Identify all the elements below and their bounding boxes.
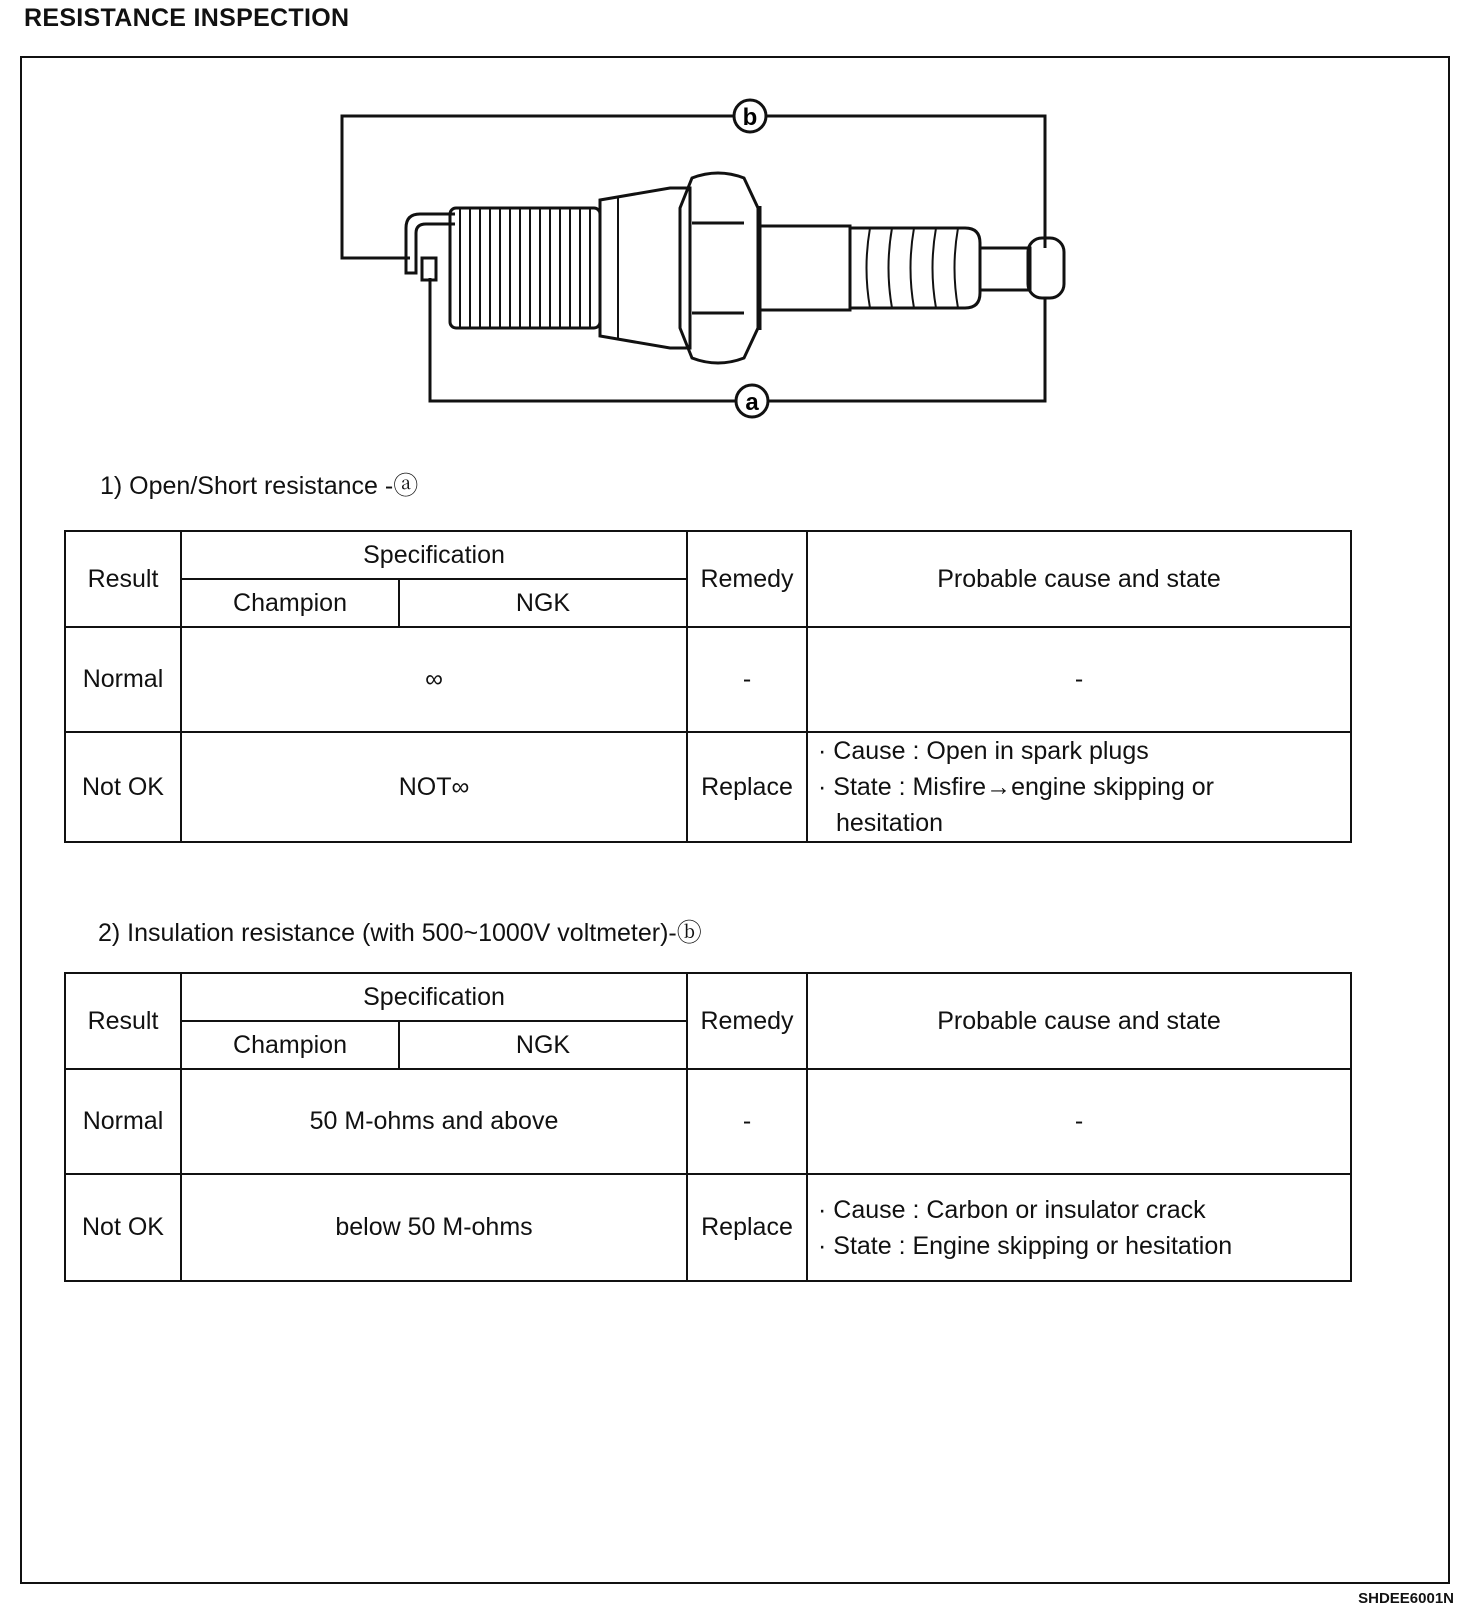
row-remedy: - <box>687 627 807 732</box>
hex-nut <box>680 173 758 363</box>
header-specification: Specification <box>181 973 687 1021</box>
center-electrode <box>422 258 436 280</box>
table-row <box>65 1174 1351 1281</box>
row-result: Not OK <box>65 1174 181 1281</box>
row-remedy: Replace <box>687 1174 807 1281</box>
label-b: b <box>742 104 758 131</box>
cause-line: · Cause : Open in spark plugs <box>818 737 1149 765</box>
section2-title: 2) Insulation resistance (with 500~1000V voltmeter)-ⓑ <box>98 919 702 947</box>
row-remedy: - <box>687 1069 807 1174</box>
wire-a <box>430 278 1045 401</box>
header-result: Result <box>65 973 181 1069</box>
label-a: a <box>745 389 759 416</box>
wire-b <box>342 116 1045 258</box>
terminal-post <box>980 248 1030 290</box>
row-remedy: Replace <box>687 732 807 842</box>
insulator-neck <box>760 226 850 310</box>
insulation-table <box>64 972 1352 1282</box>
table-row <box>65 627 1351 732</box>
label-b-marker <box>734 100 766 132</box>
cause-line: · State : Engine skipping or hesitation <box>818 1231 1233 1260</box>
ribbed-insulator <box>850 228 980 308</box>
row-result: Not OK <box>65 732 181 842</box>
row-cause: - <box>807 1069 1351 1174</box>
table-row <box>65 1069 1351 1174</box>
header-champion: Champion <box>181 1021 399 1069</box>
header-specification: Specification <box>181 531 687 579</box>
section1-title: 1) Open/Short resistance -ⓐ <box>100 472 419 500</box>
ground-electrode <box>406 214 455 273</box>
page-title: RESISTANCE INSPECTION <box>24 4 350 32</box>
figure-code: SHDEE6001N <box>1358 1590 1454 1607</box>
header-remedy: Remedy <box>687 973 807 1069</box>
table-row <box>65 732 1351 842</box>
row-spec: NOT∞ <box>181 732 687 842</box>
spark-plug-diagram <box>320 88 1140 448</box>
cause-line: · Cause : Carbon or insulator crack <box>818 1195 1206 1224</box>
row-cause: - <box>807 627 1351 732</box>
thread-lines <box>460 208 590 328</box>
row-result: Normal <box>65 627 181 732</box>
open-short-table <box>64 530 1352 843</box>
thread-body <box>450 208 600 328</box>
header-ngk: NGK <box>399 1021 687 1069</box>
header-champion: Champion <box>181 579 399 627</box>
row-spec: 50 M-ohms and above <box>181 1069 687 1174</box>
header-result: Result <box>65 531 181 627</box>
cause-line: hesitation <box>836 809 944 837</box>
row-cause <box>807 1174 1351 1281</box>
header-remedy: Remedy <box>687 531 807 627</box>
row-cause <box>807 732 1351 842</box>
header-ngk: NGK <box>399 579 687 627</box>
cause-line: · State : Misfire→engine skipping or <box>818 773 1215 801</box>
header-cause: Probable cause and state <box>807 973 1351 1069</box>
row-spec: ∞ <box>181 627 687 732</box>
row-result: Normal <box>65 1069 181 1174</box>
label-a-marker <box>736 385 768 417</box>
row-spec: below 50 M-ohms <box>181 1174 687 1281</box>
header-cause: Probable cause and state <box>807 531 1351 627</box>
plug-shell <box>600 188 690 348</box>
